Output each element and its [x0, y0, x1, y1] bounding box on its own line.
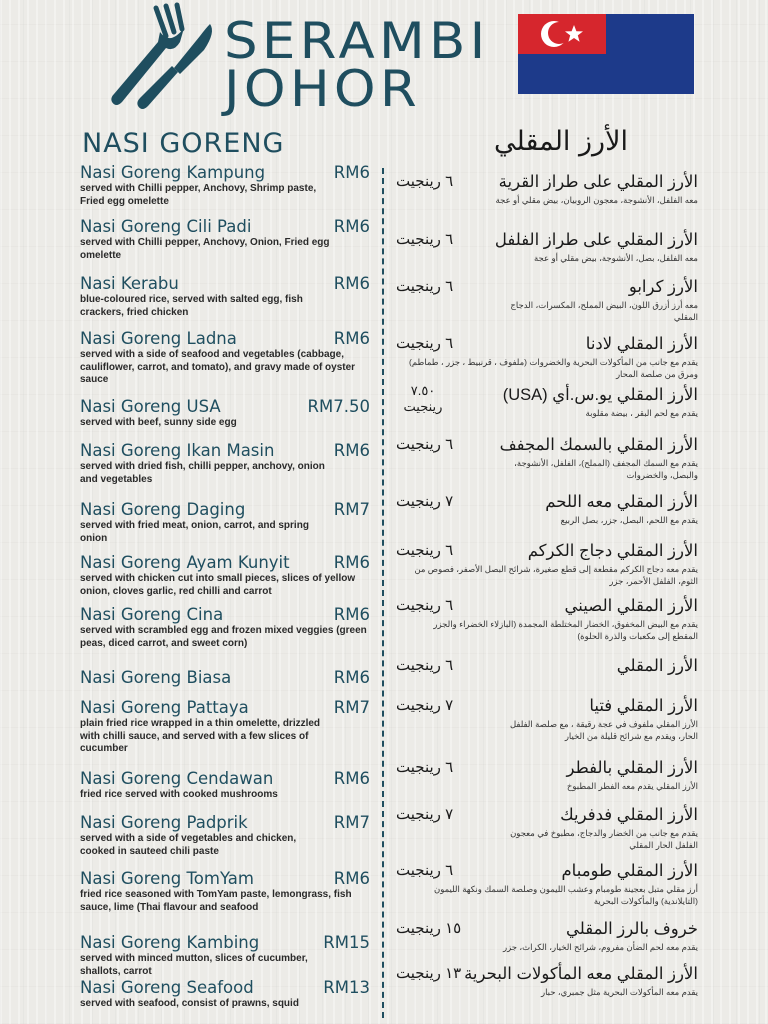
- item-price-arabic: ٦ رينجيت: [396, 231, 454, 248]
- item-description-arabic: يقدم مع جانب من الخضار والدجاج، مطبوخ في معجون الفلفل الحار المقلي: [510, 828, 698, 850]
- item-price: RM6: [333, 217, 370, 236]
- item-name-arabic: الأرز المقلي بالفطر: [566, 759, 698, 777]
- item-price: RM6: [333, 441, 370, 460]
- item-description-arabic: يقدم مع جانب من المأكولات البحرية والخضروات (ملفوف ، قرنبيط ، جزر ، طماطم) ومرق من صلصة المحار: [409, 357, 698, 379]
- item-description: served with Chilli pepper, Anchovy, Onion, Fried egg omelette: [80, 237, 330, 261]
- item-price-arabic: ٧.٥٠ رينجيت: [403, 383, 443, 414]
- item-price: RM6: [333, 769, 370, 788]
- item-name: Nasi Kerabu: [80, 274, 179, 293]
- item-name-arabic: الأرز المقلي على طراز القرية: [498, 173, 698, 191]
- item-description: blue-coloured rice, served with salted egg, fish crackers, fried chicken: [80, 294, 303, 318]
- item-price-arabic: ٦ رينجيت: [396, 542, 454, 559]
- item-name: Nasi Goreng Cendawan: [80, 769, 274, 788]
- item-description-arabic: يقدم معه المأكولات البحرية مثل جمبري، حبار: [540, 987, 698, 997]
- johor-flag-icon: [518, 14, 694, 94]
- item-price-arabic: ٧ رينجيت: [396, 493, 454, 510]
- item-description: served with dried fish, chilli pepper, anchovy, onion and vegetables: [80, 461, 325, 485]
- item-price-arabic: ٦ رينجيت: [396, 436, 454, 453]
- item-price-arabic: ٦ رينجيت: [396, 657, 454, 674]
- item-price: RM6: [333, 869, 370, 888]
- item-name-arabic: الأرز المقلي دجاج الكركم: [527, 542, 698, 560]
- item-name-arabic: الأرز المقلي طومبام: [561, 862, 698, 880]
- item-price-arabic: ١٥ رينجيت: [396, 920, 462, 937]
- item-description-arabic: يقدم مع السمك المجفف (المملح)، الفلفل، الأنشوجة، والبصل، والخضروات: [514, 458, 698, 480]
- item-description: served with Chilli pepper, Anchovy, Shrimp paste, Fried egg omelette: [80, 183, 317, 207]
- item-price: RM15: [323, 933, 370, 952]
- item-description: served with scrambled egg and frozen mixed veggies (green peas, diced carrot, and sweet corn): [80, 625, 367, 649]
- item-name-arabic: الأرز المقلي يو.س.أي (USA): [502, 386, 698, 404]
- item-price-arabic: ٦ رينجيت: [396, 759, 454, 776]
- item-name-arabic: الأرز المقلي فتيا: [589, 697, 698, 715]
- item-description-arabic: معه الفلفل، الأنشوجة، معجون الروبيان، بيض مقلي أو عجة: [495, 195, 698, 205]
- item-description: plain fried rice wrapped in a thin omelette, drizzled with chilli sauce, and served with a few slices of cucumber: [80, 718, 321, 754]
- item-description-arabic: يقدم مع اللحم، البصل، جزر، بصل الربيع: [560, 515, 698, 525]
- item-description-arabic: الأرز المقلي يقدم معه الفطر المطبوخ: [566, 781, 698, 791]
- item-description: served with beef, sunny side egg: [80, 417, 237, 428]
- item-price: RM7: [333, 500, 370, 519]
- item-price: RM6: [333, 605, 370, 624]
- item-price-arabic: ٧ رينجيت: [396, 806, 454, 823]
- item-price-arabic: ٦ رينجيت: [396, 862, 454, 879]
- item-price-arabic: ٦ رينجيت: [396, 335, 454, 352]
- item-name: Nasi Goreng Biasa: [80, 668, 232, 687]
- item-description: served with seafood, consist of prawns, squid: [80, 998, 299, 1009]
- item-description: served with chicken cut into small pieces, slices of yellow onion, cloves garlic, red chilli and carrot: [80, 573, 356, 597]
- item-description-arabic: يقدم معه دجاج الكركم مقطعة إلى قطع صغيرة، شرائح البصل الأصفر، فصوص من الثوم، الفلفل الأحمر، جزر: [414, 564, 698, 586]
- item-price: RM6: [333, 329, 370, 348]
- item-name: Nasi Goreng Pattaya: [80, 698, 249, 717]
- brand-title-line1: SERAMBI: [224, 12, 490, 70]
- item-name: Nasi Goreng TomYam: [80, 869, 254, 888]
- item-name-arabic: الأرز المقلي على طراز الفلفل: [494, 231, 698, 249]
- item-price: RM7: [333, 813, 370, 832]
- item-description-arabic: يقدم معه لحم الضأن مفروم، شرائح الخيار، الكراث، جزر: [503, 942, 698, 952]
- item-price-arabic: ٧ رينجيت: [396, 697, 454, 714]
- item-name: Nasi Goreng Kampung: [80, 163, 266, 182]
- item-price: RM6: [333, 668, 370, 687]
- item-description: fried rice seasoned with TomYam paste, lemongrass, fish sauce, lime (Thai flavour and seafood: [80, 889, 352, 913]
- item-price-arabic: ٦ رينجيت: [396, 278, 454, 295]
- item-description: served with a side of seafood and vegetables (cabbage, cauliflower, carrot, and tomato), and gravy made of oyster sauce: [80, 349, 356, 385]
- item-description: served with fried meat, onion, carrot, and spring onion: [80, 520, 309, 544]
- item-name-arabic: الأرز المقلي: [616, 657, 698, 675]
- item-name: Nasi Goreng Cili Padi: [80, 217, 252, 236]
- item-name: Nasi Goreng Ayam Kunyit: [80, 553, 290, 572]
- item-description: served with minced mutton, slices of cucumber, shallots, carrot: [80, 953, 308, 977]
- item-description-arabic: معه أرز أزرق اللون، البيض المملح، المكسرات، الدجاج المقلي: [510, 300, 698, 322]
- item-name-arabic: الأرز كرابو: [628, 278, 698, 296]
- item-description-arabic: يقدم مع لحم البقر ، بيضة مقلوبة: [585, 408, 698, 418]
- item-description-arabic: الأرز المقلي ملفوف في عجة رقيقة ، مع صلصة الفلفل الحار، ويقدم مع شرائح قليلة من الخيار: [509, 719, 698, 741]
- item-price: RM7: [333, 698, 370, 717]
- item-price-arabic: ٦ رينجيت: [396, 597, 454, 614]
- item-price: RM6: [333, 553, 370, 572]
- item-name-arabic: خروف بالرز المقلي: [566, 920, 698, 938]
- item-name: Nasi Goreng Padprik: [80, 813, 248, 832]
- item-price-arabic: ٦ رينجيت: [396, 173, 454, 190]
- item-name: Nasi Goreng USA: [80, 397, 221, 416]
- item-description: fried rice served with cooked mushrooms: [80, 789, 278, 800]
- item-name: Nasi Goreng Ikan Masin: [80, 441, 275, 460]
- item-description-arabic: يقدم مع البيض المخفوق، الخضار المختلطة المجمدة (البازلاء الخضراء والجزر المقطع إلى مكعبات والذرة الحلوة): [433, 619, 698, 641]
- item-price: RM13: [323, 978, 370, 997]
- item-name: Nasi Goreng Kambing: [80, 933, 260, 952]
- item-price: RM6: [333, 163, 370, 182]
- item-name: Nasi Goreng Cina: [80, 605, 224, 624]
- item-price: RM6: [333, 274, 370, 293]
- item-name-arabic: الأرز المقلي فدفريك: [560, 806, 698, 824]
- brand-title-line2: JOHOR: [224, 60, 421, 118]
- fork-knife-icon: [108, 2, 218, 114]
- item-name-arabic: الأرز المقلي الصيني: [564, 597, 698, 615]
- item-name: Nasi Goreng Seafood: [80, 978, 254, 997]
- item-name-arabic: الأرز المقلي لادنا: [585, 335, 698, 353]
- item-description-arabic: معه الفلفل، بصل، الأنشوجة، بيض مقلي أو عجة: [534, 253, 698, 263]
- section-heading-arabic: الأرز المقلي: [494, 126, 628, 157]
- header: [0, 0, 768, 120]
- item-name-arabic: الأرز المقلي معه اللحم: [545, 493, 698, 511]
- column-divider: [382, 168, 384, 1018]
- item-name-arabic: الأرز المقلي معه المأكولات البحرية: [464, 965, 698, 983]
- section-heading-latin: NASI GORENG: [82, 128, 285, 159]
- item-description: served with a side of vegetables and chicken, cooked in sauteed chili paste: [80, 833, 297, 857]
- item-description-arabic: أرز مقلي متبل بعجينة طومبام وعشب الليمون وصلصة السمك ونكهة الليمون (التايلاندية) والمأكولات البحرية: [433, 884, 698, 906]
- item-name-arabic: الأرز المقلي بالسمك المجفف: [499, 436, 698, 454]
- item-name: Nasi Goreng Daging: [80, 500, 246, 519]
- item-price: RM7.50: [307, 397, 370, 416]
- item-name: Nasi Goreng Ladna: [80, 329, 237, 348]
- item-price-arabic: ١٣ رينجيت: [396, 965, 462, 982]
